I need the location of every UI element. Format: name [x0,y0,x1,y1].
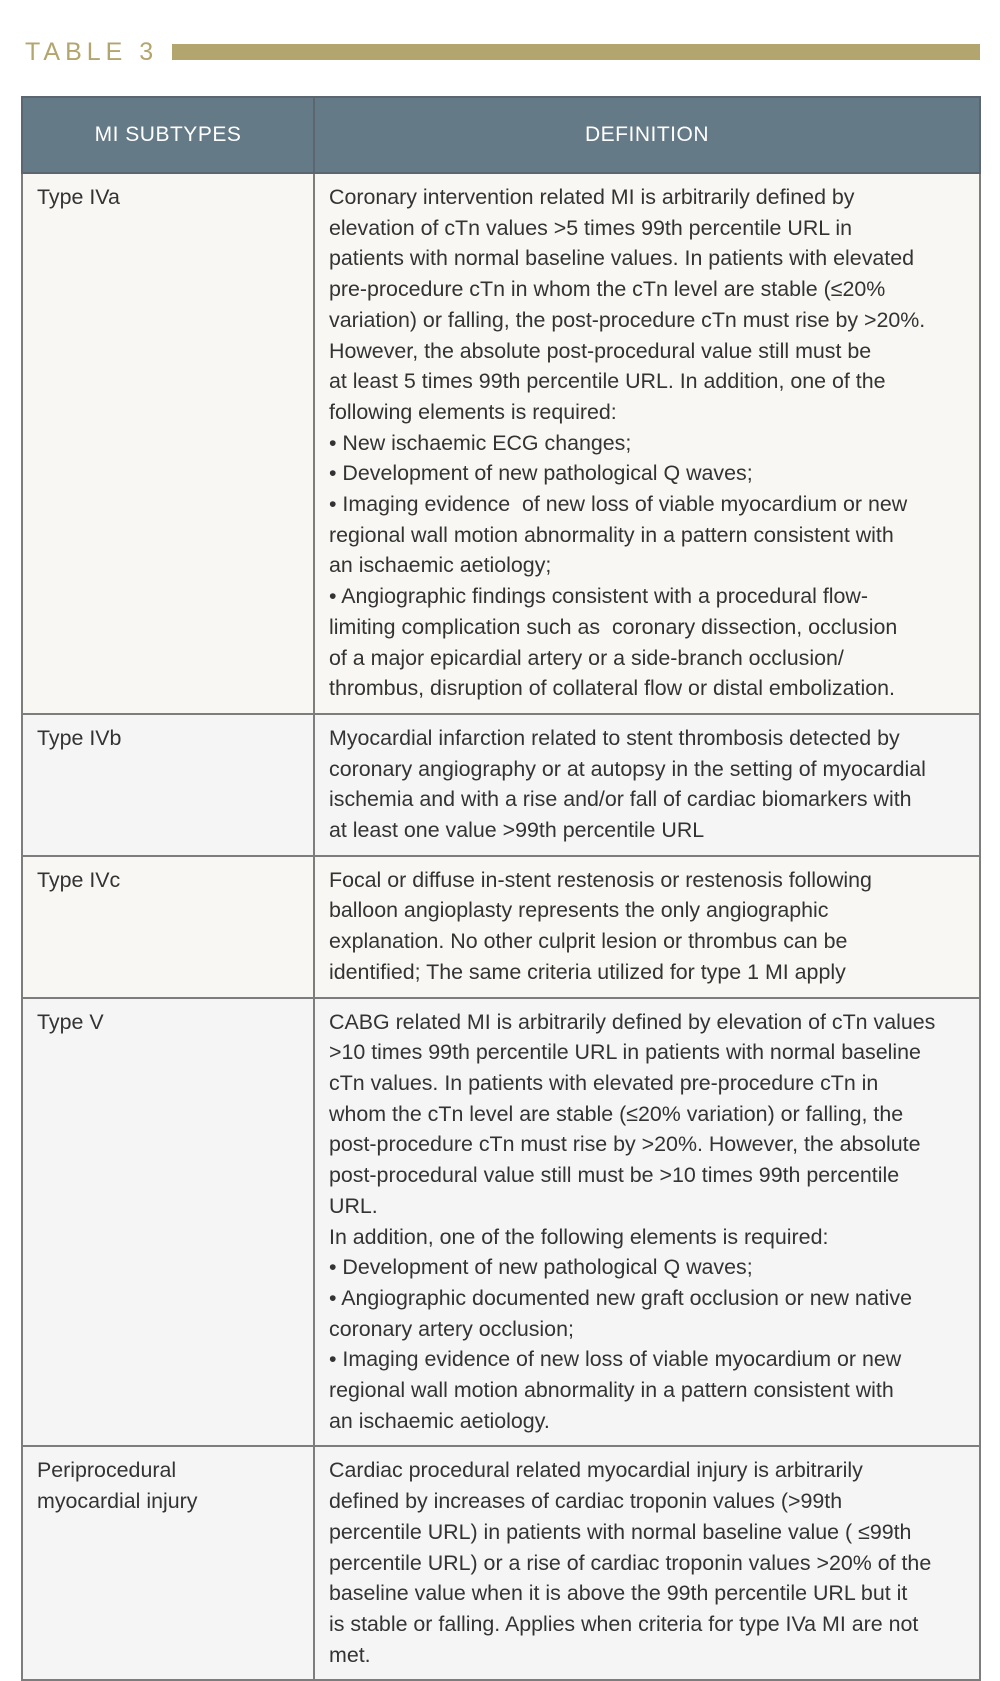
subtype-cell: Type IVc [22,856,314,998]
table-row [22,998,980,1447]
title-rule-divider [172,44,980,60]
definition-cell: Focal or diffuse in-stent restenosis or restenosis following balloon angioplasty represents the only angiographic explanation. No other culprit lesion or thrombus can be identified; The same criteria utilized for type 1 MI apply [314,856,980,998]
table-row [22,856,980,998]
table-caption [25,34,980,70]
table-header-row [22,97,980,173]
subtype-cell: Periprocedural myocardial injury [22,1446,314,1680]
mi-subtypes-table [21,96,981,1681]
subtype-cell: Type IVa [22,173,314,714]
table-row [22,173,980,714]
table-title: TABLE 3 [25,37,159,66]
header-definition: DEFINITION [314,97,980,173]
definition-cell: Myocardial infarction related to stent thrombosis detected by coronary angiography or at autopsy in the setting of myocardial ischemia and with a rise and/or fall of cardiac biomarkers with at least one value >99th percentile URL [314,714,980,856]
subtype-cell: Type IVb [22,714,314,856]
subtype-cell: Type V [22,998,314,1447]
definition-cell: Cardiac procedural related myocardial injury is arbitrarily defined by increases of cardiac troponin values (>99th percentile URL) in patients with normal baseline value ( ≤99th percentile URL) or a rise of cardiac troponin values >20% of the baseline value when it is above the 99th percentile URL but it is stable or falling. Applies when criteria for type IVa MI are not met. [314,1446,980,1680]
header-mi-subtypes: MI SUBTYPES [22,97,314,173]
definition-cell: CABG related MI is arbitrarily defined by elevation of cTn values >10 times 99th percentile URL in patients with normal baseline cTn values. In patients with elevated pre-procedure cTn in whom the cTn level are stable (≤20% variation) or falling, the post-procedure cTn must rise by >20%. However, the absolute post-procedural value still must be >10 times 99th percentile URL. In addition, one of the following elements is required: • Development of new pathological Q waves; • Angiographic documented new graft occlusion or new native coronary artery occlusion; • Imaging evidence of new loss of viable myocardium or new regional wall motion abnormality in a pattern consistent with an ischaemic aetiology. [314,998,980,1447]
table-row [22,714,980,856]
definition-cell: Coronary intervention related MI is arbitrarily defined by elevation of cTn values >5 times 99th percentile URL in patients with normal baseline values. In patients with elevated pre-procedure cTn in whom the cTn level are stable (≤20% variation) or falling, the post-procedure cTn must rise by >20%. However, the absolute post-procedural value still must be at least 5 times 99th percentile URL. In addition, one of the following elements is required: • New ischaemic ECG changes; • Development of new pathological Q waves; • Imaging evidence of new loss of viable myocardium or new regional wall motion abnormality in a pattern consistent with an ischaemic aetiology; • Angiographic findings consistent with a procedural flow- limiting complication such as coronary dissection, occlusion of a major epicardial artery or a side-branch occlusion/ thrombus, disruption of collateral flow or distal embolization. [314,173,980,714]
table-row [22,1446,980,1680]
